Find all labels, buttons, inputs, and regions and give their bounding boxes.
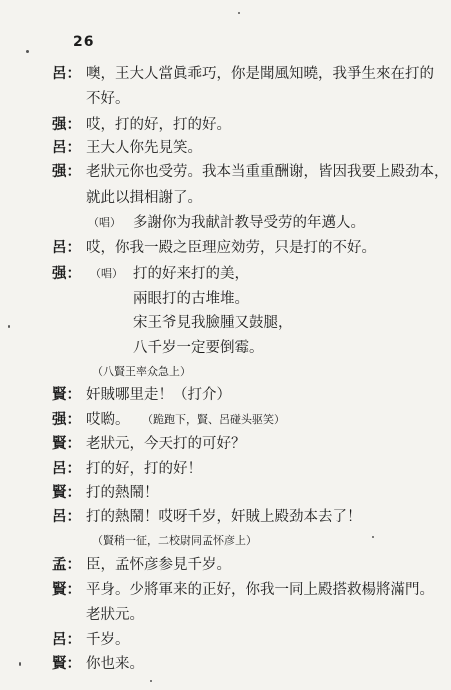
stage-direction-text: （八賢王率众急上） — [92, 365, 191, 378]
dialogue-line — [0, 553, 451, 577]
dialogue-line — [0, 652, 451, 676]
dialogue-text: 噢，王大人當眞乖巧，你是聞風知曉，我爭生來在打的 — [86, 66, 434, 82]
speaker-label: 賢： — [52, 435, 81, 452]
sung-line — [0, 211, 451, 235]
stage-direction-text: （跪跑下，賢、呂碰头驱笑） — [142, 413, 285, 426]
sing-note: （唱） — [88, 216, 121, 229]
dialogue-line — [0, 136, 451, 160]
dialogue-line — [0, 113, 451, 137]
scan-speck — [19, 662, 21, 666]
speaker-label: 呂： — [52, 631, 81, 648]
scan-speck — [8, 325, 10, 328]
dialogue-text: 你也来。 — [86, 656, 144, 672]
dialogue-line — [0, 578, 451, 602]
verse-text: 八千岁一定要倒霉。 — [133, 340, 264, 356]
dialogue-text: 打的熱鬧！哎呀千岁，奸賊上殿劲本去了！ — [86, 509, 362, 525]
dialogue-line — [0, 432, 451, 456]
speaker-label: 賢： — [52, 581, 81, 598]
dialogue-text: 多謝你为我献計教导受劳的年邁人。 — [133, 215, 365, 231]
dialogue-line — [0, 628, 451, 652]
scan-speck — [26, 50, 29, 53]
scan-speck — [372, 536, 374, 538]
speaker-label: 强： — [52, 116, 81, 133]
dialogue-line — [0, 481, 451, 505]
dialogue-line — [0, 383, 451, 407]
dialogue-text: 王大人你先見笑。 — [86, 140, 202, 156]
dialogue-continuation — [0, 603, 451, 627]
dialogue-line — [0, 160, 451, 184]
dialogue-text: 臣，孟怀彦参見千岁。 — [86, 557, 231, 573]
dialogue-line — [0, 236, 451, 260]
dialogue-continuation — [0, 87, 451, 111]
verse-text: 兩眼打的古堆堆。 — [133, 291, 249, 307]
scan-speck — [238, 12, 240, 14]
speaker-label: 呂： — [52, 239, 81, 256]
dialogue-text: 打的熱鬧！ — [86, 485, 159, 501]
dialogue-text: 哎，你我一殿之臣理应効劳，只是打的不好。 — [86, 240, 376, 256]
dialogue-text: 就此以揖相謝了。 — [86, 190, 202, 206]
speaker-label: 賢： — [52, 484, 81, 501]
speaker-label: 强： — [52, 163, 81, 180]
scan-speck — [150, 680, 152, 682]
dialogue-text: 平身。少將軍来的正好，你我一同上殿搭救楊將滿門。 — [86, 582, 434, 598]
speaker-label: 呂： — [52, 460, 81, 477]
dialogue-text: 老狀元，今天打的可好？ — [86, 436, 246, 452]
verse-text: 宋王爷見我臉腫又鼓腿， — [133, 315, 293, 331]
speaker-label: 孟： — [52, 556, 81, 573]
verse-line — [0, 311, 451, 335]
speaker-label: 强： — [52, 265, 81, 282]
dialogue-line — [0, 457, 451, 481]
sung-line — [0, 262, 451, 286]
dialogue-continuation — [0, 186, 451, 210]
dialogue-text: 哎喲。 — [86, 412, 130, 428]
stage-direction — [0, 529, 451, 553]
verse-line — [0, 287, 451, 311]
speaker-label: 呂： — [52, 508, 81, 525]
speaker-label: 呂： — [52, 65, 81, 82]
speaker-label: 賢： — [52, 655, 81, 672]
stage-direction — [0, 360, 451, 384]
speaker-label: 强： — [52, 411, 81, 428]
dialogue-text: 打的好，打的好！ — [86, 461, 202, 477]
dialogue-line — [0, 62, 451, 86]
verse-line — [0, 336, 451, 360]
dialogue-text: 老狀元。 — [86, 607, 144, 623]
dialogue-text: 哎，打的好，打的好。 — [86, 117, 231, 133]
speaker-label: 賢： — [52, 386, 81, 403]
page-number: 26 — [73, 34, 95, 50]
dialogue-text: 千岁。 — [86, 632, 130, 648]
speaker-label: 呂： — [52, 139, 81, 156]
verse-text: 打的好来打的美， — [133, 266, 249, 282]
sing-note: （唱） — [90, 267, 123, 280]
dialogue-text: 老狀元你也受劳。我本当重重酬谢，皆因我要上殿劲本， — [86, 164, 449, 180]
dialogue-line — [0, 408, 451, 432]
dialogue-line — [0, 505, 451, 529]
dialogue-text: 不好。 — [86, 91, 130, 107]
dialogue-text: 奸賊哪里走！（打介） — [86, 387, 231, 403]
stage-direction-text: （賢稍一征，二校尉同孟怀彦上） — [92, 534, 257, 547]
